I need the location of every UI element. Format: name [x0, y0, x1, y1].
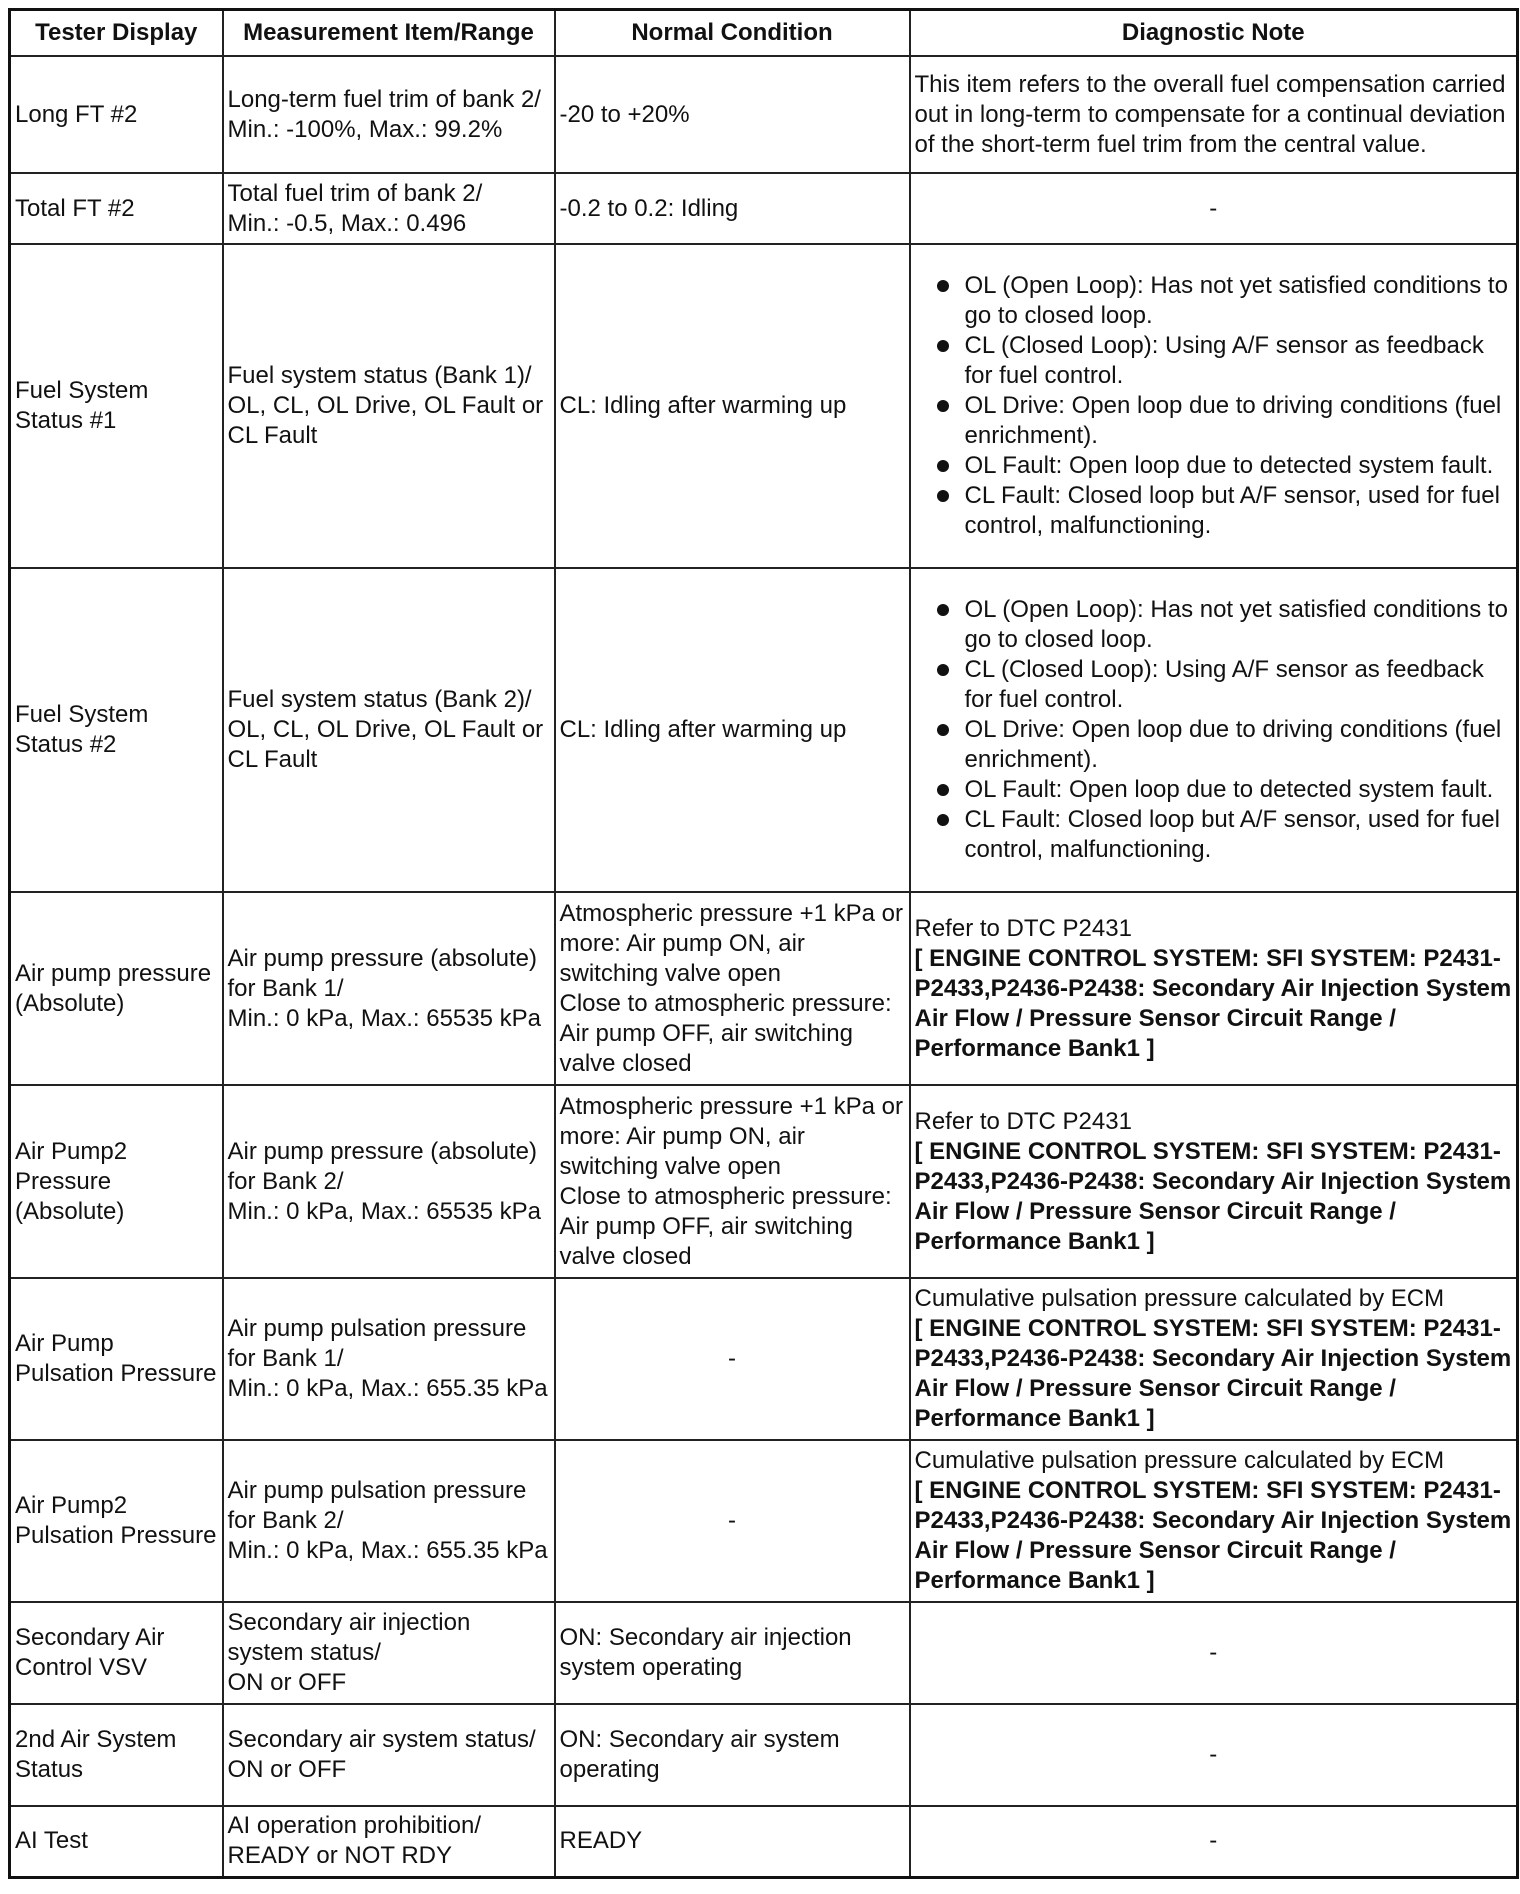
measurement-cell: [223, 173, 555, 244]
measurement-line: Air pump pressure (absolute) for Bank 1/: [227, 944, 537, 1002]
list-item: CL Fault: Closed loop but A/F sensor, used for fuel control, malfunctioning.: [915, 805, 1513, 865]
normal-condition-cell: [555, 1085, 910, 1278]
diagnostic-note-cell: -: [910, 1806, 1518, 1877]
diagnostic-note-cell: [910, 1278, 1518, 1440]
tester-display-cell: Long FT #2: [10, 56, 223, 173]
list-item: OL Drive: Open loop due to driving conditions (fuel enrichment).: [915, 391, 1513, 451]
tester-display-cell: Total FT #2: [10, 173, 223, 244]
measurement-cell: [223, 1085, 555, 1278]
list-item: OL Drive: Open loop due to driving conditions (fuel enrichment).: [915, 715, 1513, 775]
measurement-cell: [223, 56, 555, 173]
tester-display-cell: Fuel System Status #1: [10, 244, 223, 568]
diagnostic-note-cell: [910, 244, 1518, 568]
note-reference-link[interactable]: [ ENGINE CONTROL SYSTEM: SFI SYSTEM: P2431-P2433,P2436-P2438: Secondary Air Injection System Air Flow / Pressure Sensor Circuit Range / Performance Bank1 ]: [914, 944, 1512, 1062]
table-row: [10, 1602, 1518, 1704]
tester-display-cell: AI Test: [10, 1806, 223, 1877]
diagnostic-data-table: [8, 8, 1519, 1879]
tester-display-cell: Air Pump2 Pulsation Pressure: [10, 1440, 223, 1602]
measurement-cell: [223, 568, 555, 892]
header-diagnostic-note: Diagnostic Note: [910, 10, 1518, 57]
measurement-cell: [223, 244, 555, 568]
measurement-line: ON or OFF: [227, 1756, 347, 1783]
normal-line: ON: Secondary air system operating: [559, 1726, 840, 1783]
list-item: OL Fault: Open loop due to detected system fault.: [915, 775, 1513, 805]
measurement-line: Min.: 0 kPa, Max.: 655.35 kPa: [227, 1537, 548, 1564]
measurement-cell: [223, 1704, 555, 1806]
normal-condition-cell: [555, 1602, 910, 1704]
measurement-line: Min.: 0 kPa, Max.: 65535 kPa: [227, 1004, 541, 1032]
diagnostic-note-cell: [910, 568, 1518, 892]
normal-condition-cell: [555, 56, 910, 173]
diagnostic-note-cell: -: [910, 1704, 1518, 1806]
table-row: [10, 1085, 1518, 1278]
tester-display-cell: Air pump pressure (Absolute): [10, 892, 223, 1085]
normal-line: Close to atmospheric pressure: Air pump OFF, air switching valve closed: [559, 1182, 892, 1270]
table-row: [10, 1440, 1518, 1602]
normal-condition-cell: [555, 244, 910, 568]
normal-line: CL: Idling after warming up: [559, 716, 847, 743]
header-measurement-item: Measurement Item/Range: [223, 10, 555, 57]
tester-display-cell: Air Pump Pulsation Pressure: [10, 1278, 223, 1440]
note-reference-link[interactable]: [ ENGINE CONTROL SYSTEM: SFI SYSTEM: P2431-P2433,P2436-P2438: Secondary Air Injection System Air Flow / Pressure Sensor Circuit Range / Performance Bank1 ]: [914, 1315, 1512, 1432]
table-row: [10, 173, 1518, 244]
diagnostic-note-cell: [910, 56, 1518, 173]
list-item: OL Fault: Open loop due to detected system fault.: [915, 451, 1513, 481]
normal-line: Close to atmospheric pressure: Air pump OFF, air switching valve closed: [559, 989, 892, 1077]
list-item: OL (Open Loop): Has not yet satisfied conditions to go to closed loop.: [915, 595, 1513, 655]
normal-condition-cell: -: [555, 1278, 910, 1440]
measurement-line: Air pump pressure (absolute) for Bank 2/: [227, 1137, 537, 1195]
measurement-line: Long-term fuel trim of bank 2/: [227, 85, 541, 113]
measurement-line: Fuel system status (Bank 1)/ OL, CL, OL Drive, OL Fault or CL Fault: [227, 362, 544, 449]
tester-display-cell: Air Pump2 Pressure (Absolute): [10, 1085, 223, 1278]
diagnostic-note-cell: [910, 892, 1518, 1085]
list-item: CL (Closed Loop): Using A/F sensor as feedback for fuel control.: [915, 331, 1513, 391]
measurement-line: Min.: 0 kPa, Max.: 65535 kPa: [227, 1197, 541, 1225]
table-row: [10, 1278, 1518, 1440]
measurement-line: Total fuel trim of bank 2/: [227, 179, 483, 207]
measurement-line: Air pump pulsation pressure for Bank 2/: [227, 1477, 527, 1534]
diagnostic-note-cell: [910, 1440, 1518, 1602]
note-reference-link[interactable]: [ ENGINE CONTROL SYSTEM: SFI SYSTEM: P2431-P2433,P2436-P2438: Secondary Air Injection System Air Flow / Pressure Sensor Circuit Range / Performance Bank1 ]: [914, 1477, 1512, 1594]
measurement-line: Min.: -0.5, Max.: 0.496: [227, 209, 467, 237]
table-row: [10, 1704, 1518, 1806]
measurement-line: Air pump pulsation pressure for Bank 1/: [227, 1315, 527, 1372]
header-normal-condition: Normal Condition: [555, 10, 910, 57]
normal-line: -0.2 to 0.2: Idling: [559, 194, 739, 222]
normal-line: Atmospheric pressure +1 kPa or more: Air pump ON, air switching valve open: [559, 1092, 903, 1180]
header-tester-display: Tester Display: [10, 10, 223, 57]
measurement-line: Secondary air system status/: [227, 1726, 536, 1753]
tester-display-cell: Secondary Air Control VSV: [10, 1602, 223, 1704]
bullet-list: [915, 271, 1513, 541]
measurement-cell: [223, 1278, 555, 1440]
note-text: Refer to DTC P2431: [914, 914, 1132, 942]
normal-line: ON: Secondary air injection system operating: [559, 1624, 852, 1681]
list-item: CL (Closed Loop): Using A/F sensor as feedback for fuel control.: [915, 655, 1513, 715]
list-item: OL (Open Loop): Has not yet satisfied conditions to go to closed loop.: [915, 271, 1513, 331]
normal-line: -20 to +20%: [559, 100, 690, 128]
table-row: [10, 56, 1518, 173]
measurement-line: Min.: -100%, Max.: 99.2%: [227, 115, 503, 143]
diagnostic-table-wrapper: [8, 8, 1516, 1879]
normal-line: Atmospheric pressure +1 kPa or more: Air pump ON, air switching valve open: [559, 899, 903, 987]
measurement-line: READY or NOT RDY: [227, 1842, 452, 1870]
measurement-line: AI operation prohibition/: [227, 1812, 481, 1840]
normal-condition-cell: [555, 1806, 910, 1877]
measurement-cell: [223, 1602, 555, 1704]
note-text: Refer to DTC P2431: [914, 1107, 1132, 1135]
measurement-line: Fuel system status (Bank 2)/ OL, CL, OL Drive, OL Fault or CL Fault: [227, 686, 544, 773]
measurement-line: Min.: 0 kPa, Max.: 655.35 kPa: [227, 1375, 548, 1402]
note-reference-link[interactable]: [ ENGINE CONTROL SYSTEM: SFI SYSTEM: P2431-P2433,P2436-P2438: Secondary Air Injection System Air Flow / Pressure Sensor Circuit Range / Performance Bank1 ]: [914, 1137, 1512, 1255]
normal-line: CL: Idling after warming up: [559, 392, 847, 419]
table-row: [10, 892, 1518, 1085]
table-row: [10, 244, 1518, 568]
measurement-cell: [223, 1806, 555, 1877]
diagnostic-note-cell: [910, 1085, 1518, 1278]
note-text: Cumulative pulsation pressure calculated by ECM: [914, 1285, 1445, 1312]
bullet-list: [915, 595, 1513, 865]
table-row: [10, 1806, 1518, 1877]
normal-condition-cell: -: [555, 1440, 910, 1602]
normal-condition-cell: [555, 1704, 910, 1806]
measurement-line: Secondary air injection system status/: [227, 1609, 471, 1666]
diagnostic-note-cell: -: [910, 173, 1518, 244]
measurement-line: ON or OFF: [227, 1669, 347, 1696]
measurement-cell: [223, 1440, 555, 1602]
normal-line: READY: [559, 1827, 643, 1855]
note-text: Cumulative pulsation pressure calculated by ECM: [914, 1447, 1445, 1474]
table-row: [10, 568, 1518, 892]
note-text: This item refers to the overall fuel compensation carried out in long-term to compensate for a continual deviation of the short-term fuel trim from the central value.: [914, 70, 1506, 158]
normal-condition-cell: [555, 173, 910, 244]
list-item: CL Fault: Closed loop but A/F sensor, used for fuel control, malfunctioning.: [915, 481, 1513, 541]
normal-condition-cell: [555, 568, 910, 892]
normal-condition-cell: [555, 892, 910, 1085]
table-header-row: [10, 10, 1518, 57]
measurement-cell: [223, 892, 555, 1085]
tester-display-cell: Fuel System Status #2: [10, 568, 223, 892]
diagnostic-note-cell: -: [910, 1602, 1518, 1704]
tester-display-cell: 2nd Air System Status: [10, 1704, 223, 1806]
